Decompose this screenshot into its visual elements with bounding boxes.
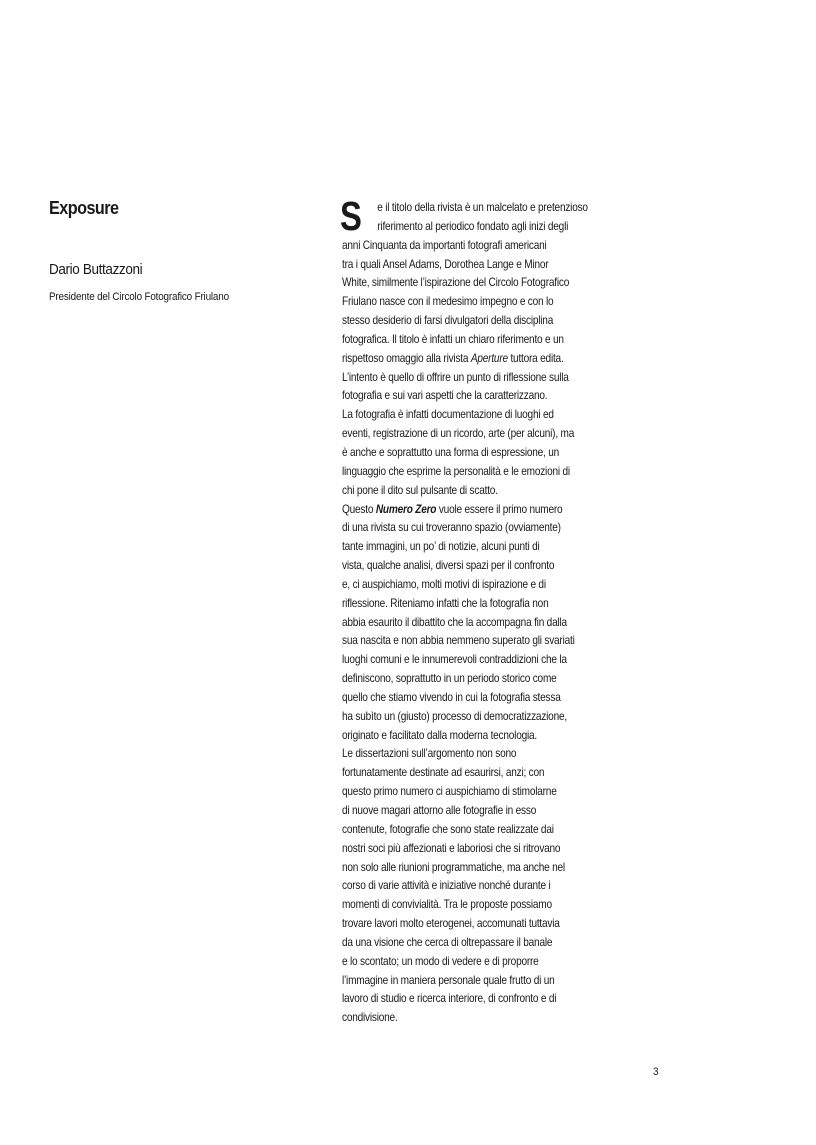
body-line-text: tuttora edita. xyxy=(507,350,564,365)
body-line: non solo alle riunioni programmatiche, ma anche nel xyxy=(342,859,565,874)
body-line: questo primo numero ci auspichiamo di stimolarne xyxy=(342,784,557,799)
author-role: Presidente del Circolo Fotografico Friulano xyxy=(49,291,229,303)
body-line: trovare lavori molto eterogenei, accomunati tuttavia xyxy=(342,916,560,931)
body-line xyxy=(342,500,594,519)
body-line: e il titolo della rivista è un malcelato e pretenzioso xyxy=(377,200,588,214)
body-line: linguaggio che esprime la personalità e le emozioni di xyxy=(342,463,570,478)
body-line: e, ci auspichiamo, molti motivi di ispirazione e di xyxy=(342,576,546,591)
article-body xyxy=(340,193,642,1027)
body-line: corso di varie attività e iniziative nonché durante i xyxy=(342,878,551,893)
article-header xyxy=(49,196,309,305)
body-line: ha subìto un (giusto) processo di democratizzazione, xyxy=(342,708,567,723)
body-line: fotografia e sui vari aspetti che la caratterizzano. xyxy=(342,388,548,403)
body-line: stesso desiderio di farsi divulgatori della disciplina xyxy=(342,313,554,328)
body-line: contenute, fotografie che sono state realizzate dai xyxy=(342,821,554,836)
body-line-text: Questo xyxy=(342,501,376,516)
body-line: sua nascita e non abbia nemmeno superato gli svariati xyxy=(342,633,575,648)
body-line: definiscono, soprattutto in un periodo storico come xyxy=(342,671,557,686)
body-line: condivisione. xyxy=(342,1010,398,1025)
body-line: Friulano nasce con il medesimo impegno e con lo xyxy=(342,294,554,309)
body-line: tante immagini, un po’ di notizie, alcuni punti di xyxy=(342,539,540,554)
section-title: Exposure xyxy=(49,198,119,218)
body-line: quello che stiamo vivendo in cui la fotografia stessa xyxy=(342,689,561,704)
page-number: 3 xyxy=(653,1066,659,1078)
body-line: fortunatamente destinate ad esaurirsi, anzi; con xyxy=(342,765,545,780)
body-line: originato e facilitato dalla moderna tecnologia. xyxy=(342,727,538,742)
body-line: vista, qualche analisi, diversi spazi per il confronto xyxy=(342,558,555,573)
body-line: White, similmente l’ispirazione del Circolo Fotografico xyxy=(342,275,570,290)
drop-cap: S xyxy=(340,193,362,239)
body-line: L’intento è quello di offrire un punto di riflessione sulla xyxy=(342,369,569,384)
body-line: riflessione. Riteniamo infatti che la fotografia non xyxy=(342,595,549,610)
body-line: chi pone il dito sul pulsante di scatto. xyxy=(342,482,498,497)
body-line: riferimento al periodico fondato agli inizi degli xyxy=(377,218,569,233)
body-line: eventi, registrazione di un ricordo, arte (per alcuni), ma xyxy=(342,426,575,441)
body-line: fotografica. Il titolo è infatti un chiaro riferimento e un xyxy=(342,331,564,346)
author-name: Dario Buttazzoni xyxy=(49,261,143,278)
body-line: l’immagine in maniera personale quale frutto di un xyxy=(342,972,555,987)
body-line: momenti di convivialità. Tra le proposte possiamo xyxy=(342,897,552,912)
bold-italic-title: Numero Zero xyxy=(375,501,437,516)
body-line-text: vuole essere il primo numero xyxy=(436,501,563,516)
body-line: La fotografia è infatti documentazione di luoghi ed xyxy=(342,407,554,422)
body-line: lavoro di studio e ricerca interiore, di confronto e di xyxy=(342,991,557,1006)
body-line: Le dissertazioni sull’argomento non sono xyxy=(342,746,517,761)
body-line: è anche e soprattutto una forma di espressione, un xyxy=(342,444,560,459)
body-line: di una rivista su cui troveranno spazio (ovviamente) xyxy=(342,520,561,535)
body-line: tra i quali Ansel Adams, Dorothea Lange e Minor xyxy=(342,256,549,271)
body-line: anni Cinquanta da importanti fotografi americani xyxy=(342,237,547,252)
body-line-text: rispettoso omaggio alla rivista xyxy=(342,350,471,365)
body-line: da una visione che cerca di oltrepassare il banale xyxy=(342,934,553,949)
body-line: abbia esaurito il dibattito che la accompagna fin dalla xyxy=(342,614,567,629)
body-line: nostri soci più affezionati e laboriosi che si ritrovano xyxy=(342,840,561,855)
body-line xyxy=(342,349,594,368)
body-line: e lo scontato; un modo di vedere e di proporre xyxy=(342,953,539,968)
body-line: di nuove magari attorno alle fotografie in esso xyxy=(342,803,537,817)
italic-title: Aperture xyxy=(470,350,508,365)
body-line: luoghi comuni e le innumerevoli contraddizioni che la xyxy=(342,652,567,667)
